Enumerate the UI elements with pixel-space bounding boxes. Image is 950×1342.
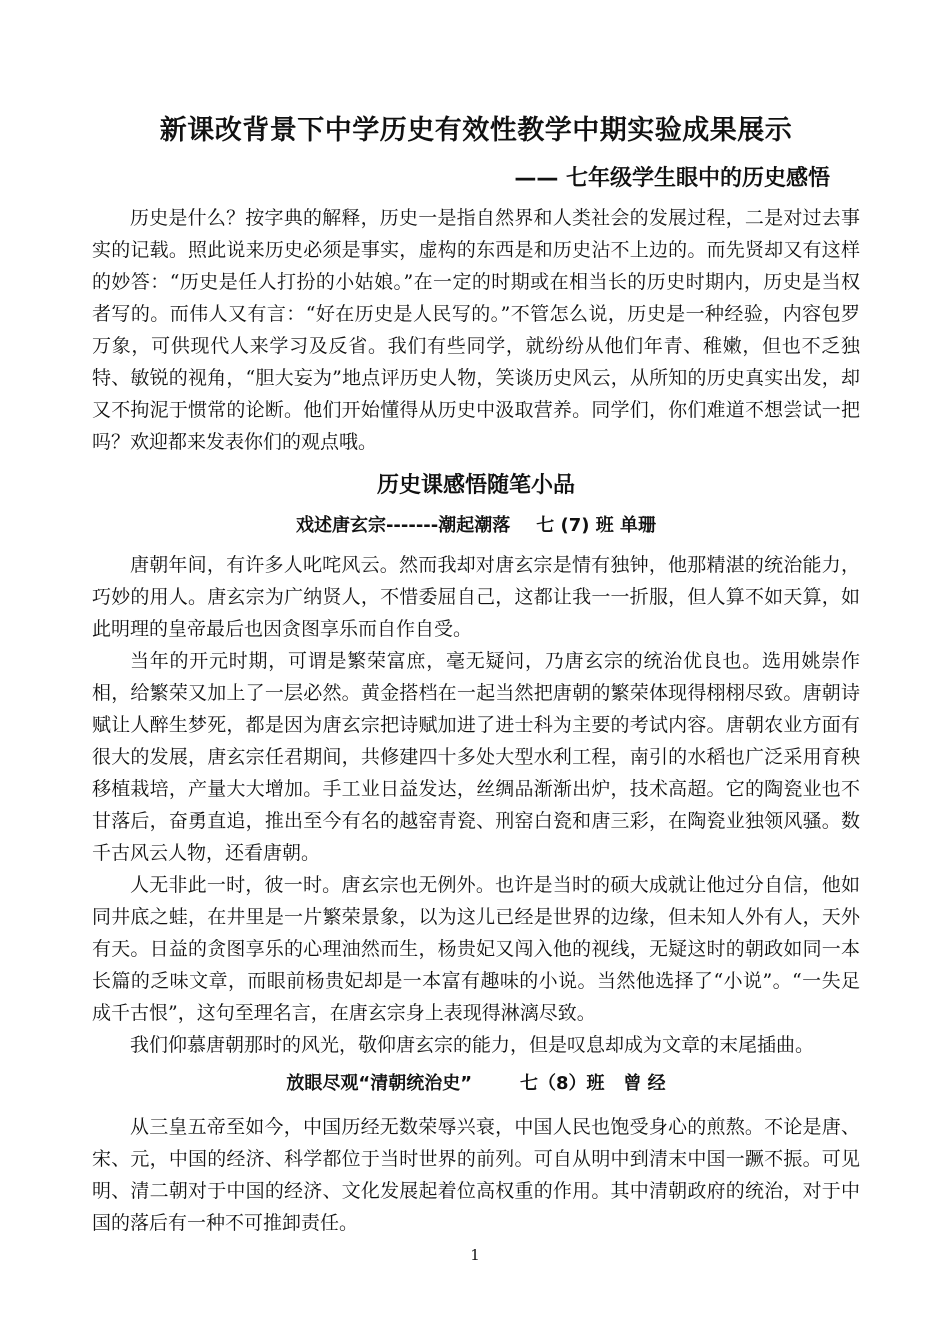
article1-paragraph-1: 唐朝年间，有许多人叱咤风云。然而我却对唐玄宗是情有独钟，他那精湛的统治能力，巧妙的用人。唐玄宗为广纳贤人，不惜委屈自己，这都让我一一折服，但人算不如天算，如此明理的皇帝最后也因贪图享乐而自作自受。 xyxy=(92,554,860,640)
section-title: 历史课感悟随笔小品 xyxy=(376,473,575,498)
article2-author: 七（8）班 曾 经 xyxy=(520,1073,666,1094)
page-number: 1 xyxy=(470,1246,480,1264)
document-page xyxy=(92,108,860,1239)
article2-title: 放眼尽观“清朝统治史” xyxy=(286,1073,473,1094)
document-title: 新课改背景下中学历史有效性教学中期实验成果展示 xyxy=(159,115,793,146)
article1-paragraph-3: 人无非此一时，彼一时。唐玄宗也无例外。也许是当时的硕大成就让他过分自信，他如同井底之蛙，在井里是一片繁荣景象，以为这儿已经是世界的边缘，但未知人外有人，天外有天。日益的贪图享乐的心理油然而生，杨贵妃又闯入他的视线，无疑这时的朝政如同一本长篇的乏味文章，而眼前杨贵妃却是一本富有趣味的小说。当然他选择了“小说”。“一失足成千古恨”，这句至理名言，在唐玄宗身上表现得淋漓尽致。 xyxy=(92,874,860,1024)
article1-paragraph-2: 当年的开元时期，可谓是繁荣富庶，毫无疑问，乃唐玄宗的统治优良也。选用姚崇作相，给繁荣又加上了一层必然。黄金搭档在一起当然把唐朝的繁荣体现得栩栩尽致。唐朝诗赋让人醉生梦死，都是因为唐玄宗把诗赋加进了进士科为主要的考试内容。唐朝农业方面有很大的发展，唐玄宗任君期间，共修建四十多处大型水利工程，南引的水稻也广泛采用育秧移植栽培，产量大大增加。手工业日益发达，丝绸品渐渐出炉，技术高超。它的陶瓷业也不甘落后，奋勇直追，推出至今有名的越窑青瓷、刑窑白瓷和唐三彩，在陶瓷业独领风骚。数千古风云人物，还看唐朝。 xyxy=(92,650,860,864)
article1-heading xyxy=(92,511,860,537)
article2-heading xyxy=(92,1069,860,1095)
article2-paragraph-1: 从三皇五帝至如今，中国历经无数荣辱兴衰，中国人民也饱受身心的煎熬。不论是唐、宋、元，中国的经济、科学都位于当时世界的前列。可自从明中到清末中国一蹶不振。可见明、清二朝对于中国的经济、文化发展起着位高权重的作用。其中清朝政府的统治，对于中国的落后有一种不可推卸责任。 xyxy=(92,1116,860,1234)
article1-title: 戏述唐玄宗-------潮起潮落 xyxy=(295,515,511,536)
article1-author: 七 (7) 班 单珊 xyxy=(536,515,657,536)
article1-paragraph-4: 我们仰慕唐朝那时的风光，敬仰唐玄宗的能力，但是叹息却成为文章的末尾插曲。 xyxy=(130,1034,815,1056)
document-subtitle: —— 七年级学生眼中的历史感悟 xyxy=(514,166,830,191)
intro-paragraph: 历史是什么？按字典的解释，历史一是指自然界和人类社会的发展过程，二是对过去事实的记载。照此说来历史必须是事实，虚构的东西是和历史沾不上边的。而先贤却又有这样的妙答：“历史是任人打扮的小姑娘。”在一定的时期或在相当长的历史时期内，历史是当权者写的。而伟人又有言：“好在历史是人民写的。”不管怎么说，历史是一种经验，内容包罗万象，可供现代人来学习及反省。我们有些同学，就纷纷从他们年青、稚嫩，但也不乏独特、敏锐的视角，“胆大妄为”地点评历史人物，笑谈历史风云，从所知的历史真实出发，却又不拘泥于惯常的论断。他们开始懂得从历史中汲取营养。同学们，你们难道不想尝试一把吗？欢迎都来发表你们的观点哦。 xyxy=(92,207,860,453)
